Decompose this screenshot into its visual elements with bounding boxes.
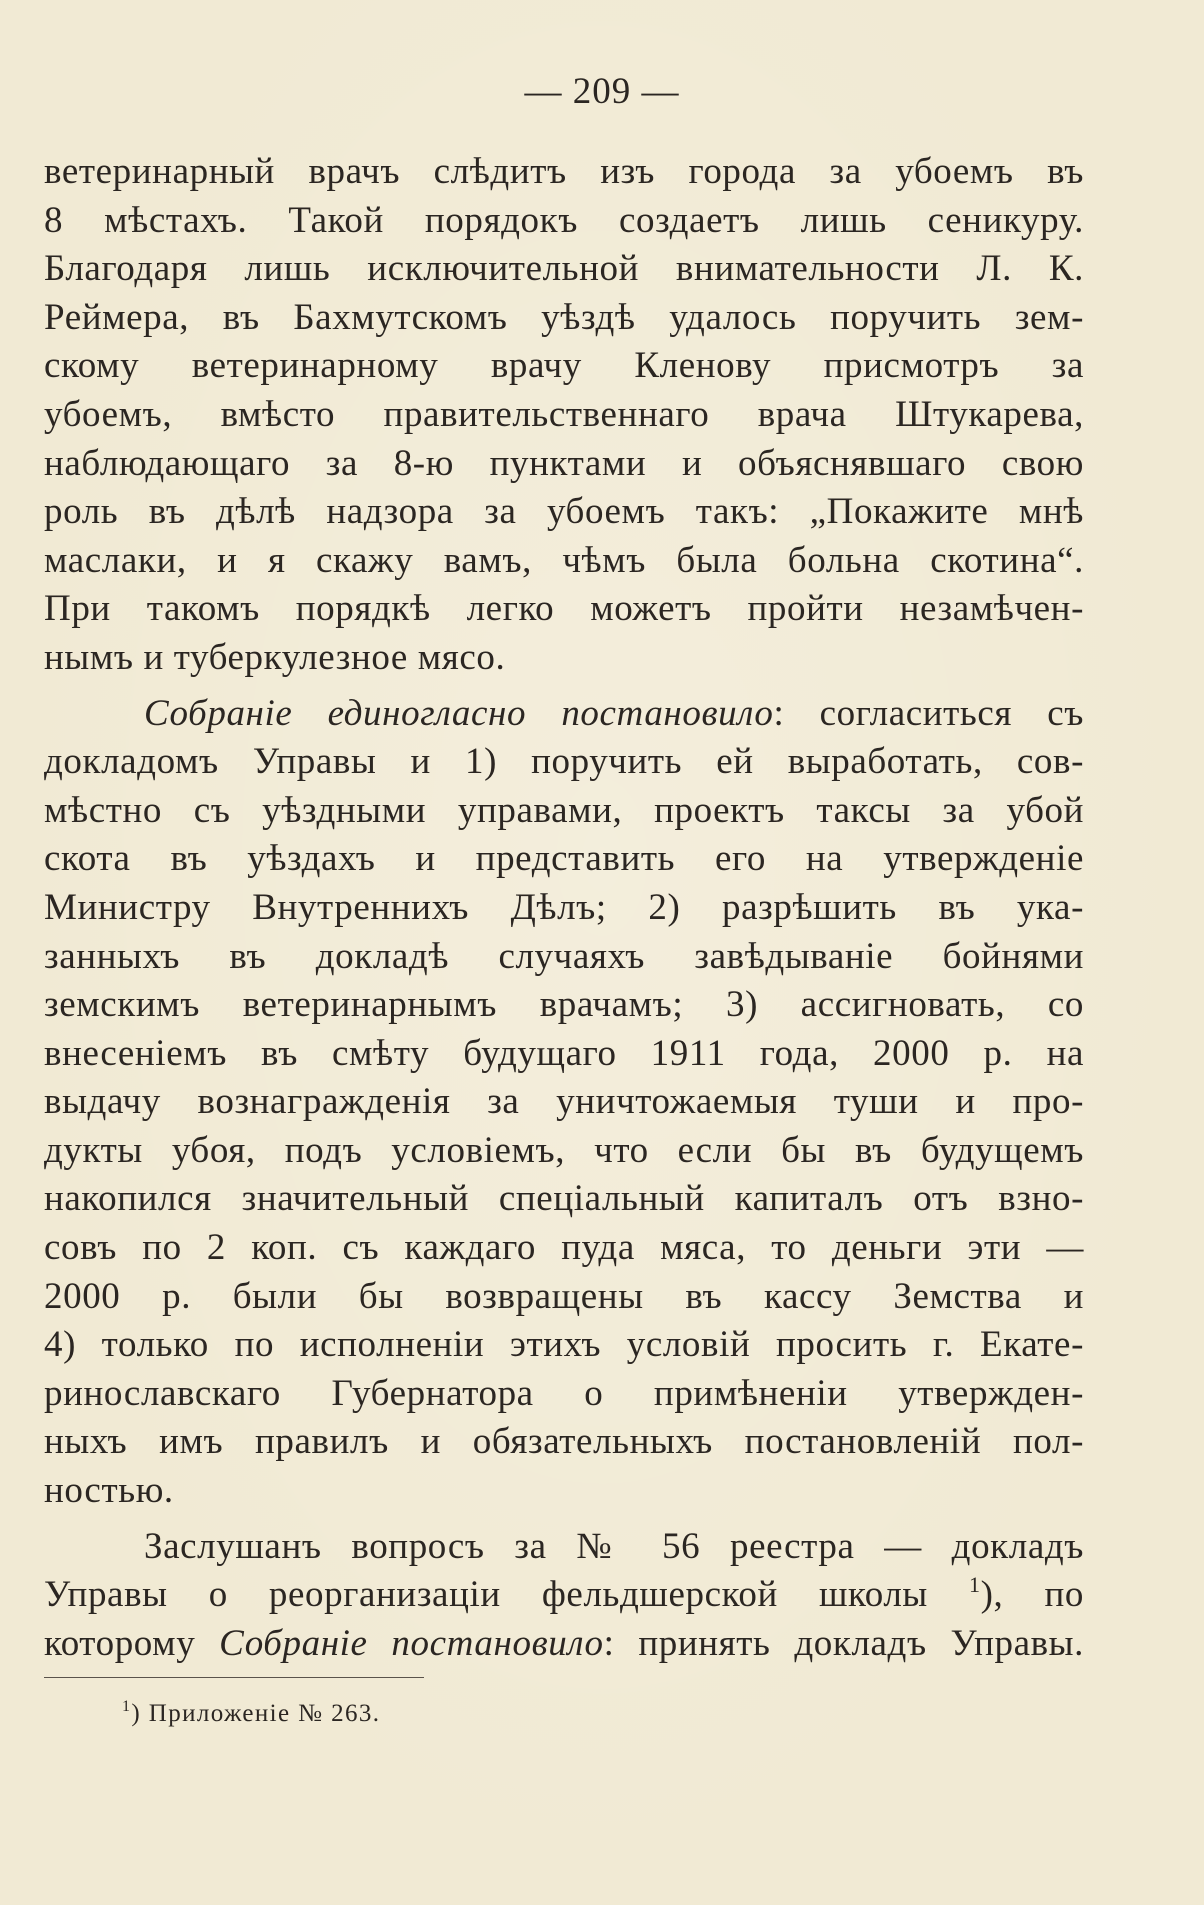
- text-line: 2000 р. были бы возвращены въ кассу Земства и: [44, 1275, 1084, 1317]
- text-span: которому: [44, 1622, 220, 1664]
- text-line: выдачу вознагражденія за уничтожаемыя туши и про-: [44, 1081, 1084, 1123]
- page-number: — 209 —: [524, 71, 680, 112]
- resolution-line: [44, 1620, 1084, 1669]
- body-text: [44, 148, 1084, 1668]
- text-span: Управы о реорганизаціи фельдшерской школы: [44, 1574, 928, 1616]
- text-line: Министру Внутреннихъ Дѣлъ; 2) разрѣшить въ ука-: [44, 886, 1084, 928]
- footnote: [122, 1700, 380, 1728]
- text-line: земскимъ ветеринарнымъ врачамъ; 3) ассигновать, со: [44, 984, 1084, 1026]
- text-span: ), по: [980, 1574, 1084, 1616]
- footnote-reference[interactable]: 1: [969, 1572, 981, 1598]
- text-line: Благодаря лишь исключительной внимательности Л. К.: [44, 248, 1084, 290]
- resolution-italic: Собраніе постановило: [219, 1622, 604, 1664]
- text-line: дукты убоя, подъ условіемъ, что если бы въ будущемъ: [44, 1129, 1084, 1171]
- text-line: ностью.: [44, 1470, 174, 1512]
- text-line-with-footnote: [44, 1571, 1084, 1620]
- footnote-mark: 1: [122, 1698, 132, 1715]
- text-line: накопился значительный спеціальный капиталъ отъ взно-: [44, 1178, 1084, 1220]
- text-line: 4) только по исполненіи этихъ условій просить г. Екате-: [44, 1324, 1084, 1366]
- text-line: внесеніемъ въ смѣту будущаго 1911 года, 2000 р. на: [44, 1032, 1084, 1074]
- resolution-italic: Собраніе единогласно постановило: [144, 692, 774, 734]
- text-line: ветеринарный врачъ слѣдитъ изъ города за убоемъ въ: [44, 151, 1084, 192]
- text-line: занныхъ въ докладѣ случаяхъ завѣдываніе бойнями: [44, 935, 1084, 977]
- text-line: наблюдающаго за 8-ю пунктами и объяснявшаго свою: [44, 442, 1084, 484]
- text-line: ринославскаго Губернатора о примѣненіи утвержден-: [44, 1372, 1084, 1414]
- footnote-divider: [44, 1677, 424, 1678]
- text-line: скота въ уѣздахъ и представить его на утвержденіе: [44, 838, 1084, 880]
- text-line: При такомъ порядкѣ легко можетъ пройти незамѣчен-: [44, 588, 1084, 630]
- text-line: убоемъ, вмѣсто правительственнаго врача Штукарева,: [44, 393, 1084, 435]
- text-line: нымъ и туберкулезное мясо.: [44, 636, 506, 678]
- text-line: 8 мѣстахъ. Такой порядокъ создаетъ лишь сеникуру.: [44, 199, 1084, 241]
- footnote-text: ) Приложеніе № 263.: [131, 1700, 381, 1727]
- text-line: скому ветеринарному врачу Кленову присмотръ за: [44, 345, 1084, 387]
- text-line: Заслушанъ вопросъ за № 56 реестра — докладъ: [144, 1525, 1084, 1567]
- resolution-first-line: [44, 690, 1084, 739]
- text-line: мѣстно съ уѣздными управами, проектъ таксы за убой: [44, 789, 1084, 831]
- text-span: : принять докладъ Управы.: [603, 1622, 1084, 1664]
- resolution-rest: : согласиться съ: [773, 692, 1084, 734]
- text-line: докладомъ Управы и 1) поручить ей выработать, сов-: [44, 741, 1084, 783]
- text-line: совъ по 2 коп. съ каждаго пуда мяса, то деньги эти —: [44, 1227, 1084, 1269]
- text-line: роль въ дѣлѣ надзора за убоемъ такъ: „Покажите мнѣ: [44, 491, 1084, 533]
- text-line: маслаки, и я скажу вамъ, чѣмъ была больна скотина“.: [44, 539, 1084, 581]
- text-line: ныхъ имъ правилъ и обязательныхъ постановленій пол-: [44, 1421, 1084, 1463]
- text-line: Реймера, въ Бахмутскомъ уѣздѣ удалось поручить зем-: [44, 296, 1084, 338]
